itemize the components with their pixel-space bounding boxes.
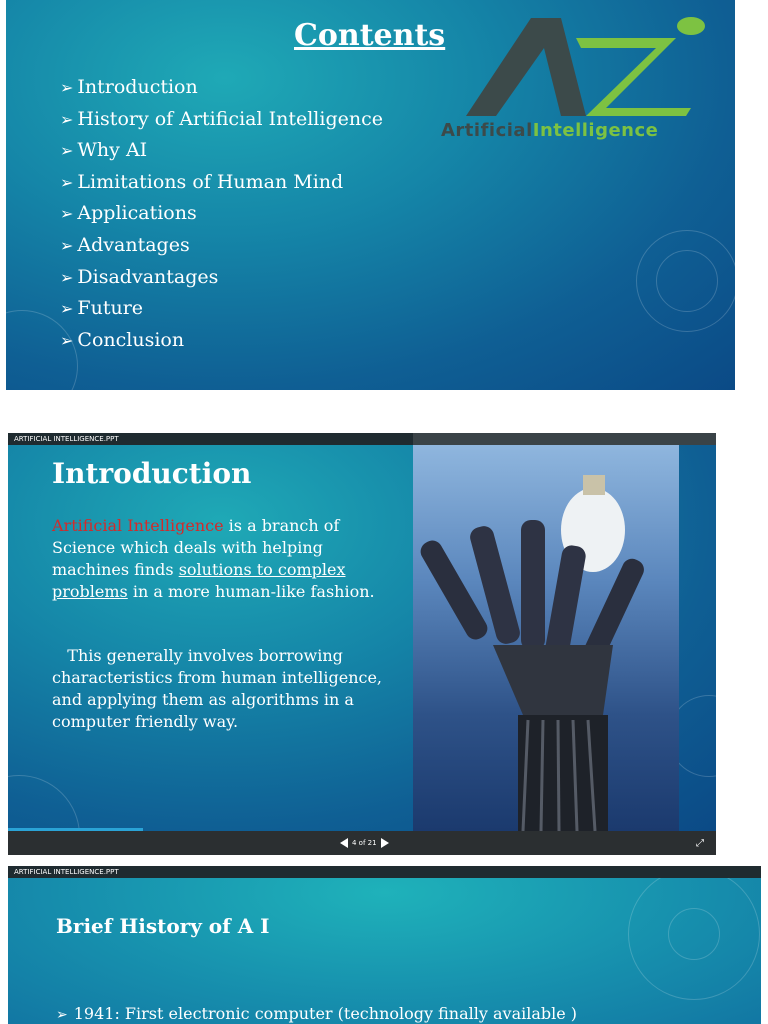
logo-text: ArtificialIntelligence [441,120,659,141]
pagination [340,838,389,848]
list-item: ➢ Introduction [60,76,198,98]
photo-top-strip [413,433,716,445]
list-item: ➢ Why AI [60,139,148,162]
page-indicator: 4 of 21 [352,839,377,847]
contents-slide [6,0,735,390]
prev-page-icon[interactable] [340,838,348,848]
arrow-bullet-icon: ➢ [60,267,74,287]
slide-title: Brief History of A I [56,914,270,938]
list-item: ➢ Disadvantages [60,265,219,288]
history-slide-viewer [8,866,761,1024]
intro-paragraph: This generally involves borrowing characteristics from human intelligence, and applying them as algorithms in a computer friendly way. [52,646,383,731]
intro-paragraph: Artificial Intelligence is a branch of Science which deals with helping machines finds solutions to complex problems in a more human-like fashion. [52,516,375,601]
decor-ring [636,230,735,332]
viewer-toolbar [8,831,716,855]
expand-icon[interactable]: ⤢ [696,838,704,849]
robot-hand-lightbulb-icon [413,445,679,831]
arrow-bullet-icon: ➢ [60,141,74,161]
list-item: ➢ 1941: First electronic computer (technology finally available ) [56,1004,578,1023]
list-item: ➢ Applications [60,202,197,225]
arrow-bullet-icon: ➢ [60,109,74,129]
next-page-icon[interactable] [381,838,389,848]
list-item: ➢ Future [60,297,144,320]
robot-hand-photo [413,445,679,831]
arrow-bullet-icon: ➢ [56,1007,68,1023]
arrow-bullet-icon: ➢ [60,204,74,224]
viewer-header: ARTIFICIAL INTELLIGENCE.PPT [8,433,716,445]
list-item: ➢ Advantages [60,233,190,256]
arrow-bullet-icon: ➢ [60,172,74,192]
arrow-bullet-icon: ➢ [60,235,74,255]
slide-title: Introduction [52,457,252,490]
introduction-slide [8,445,716,831]
history-slide [8,878,761,1024]
list-item: ➢ Limitations of Human Mind [60,170,344,193]
arrow-bullet-icon: ➢ [60,78,74,97]
arrow-bullet-icon: ➢ [60,330,74,350]
progress-bar [8,828,143,831]
arrow-bullet-icon: ➢ [60,299,74,319]
contents-list [60,74,383,358]
decor-ring [8,775,80,831]
decor-ring [668,908,720,960]
list-item: ➢ Conclusion [60,328,185,351]
viewer-header: ARTIFICIAL INTELLIGENCE.PPT [8,866,761,878]
list-item: ➢ History of Artificial Intelligence [60,107,383,130]
slide-title: Contents [294,18,446,53]
introduction-slide-viewer [8,433,716,855]
